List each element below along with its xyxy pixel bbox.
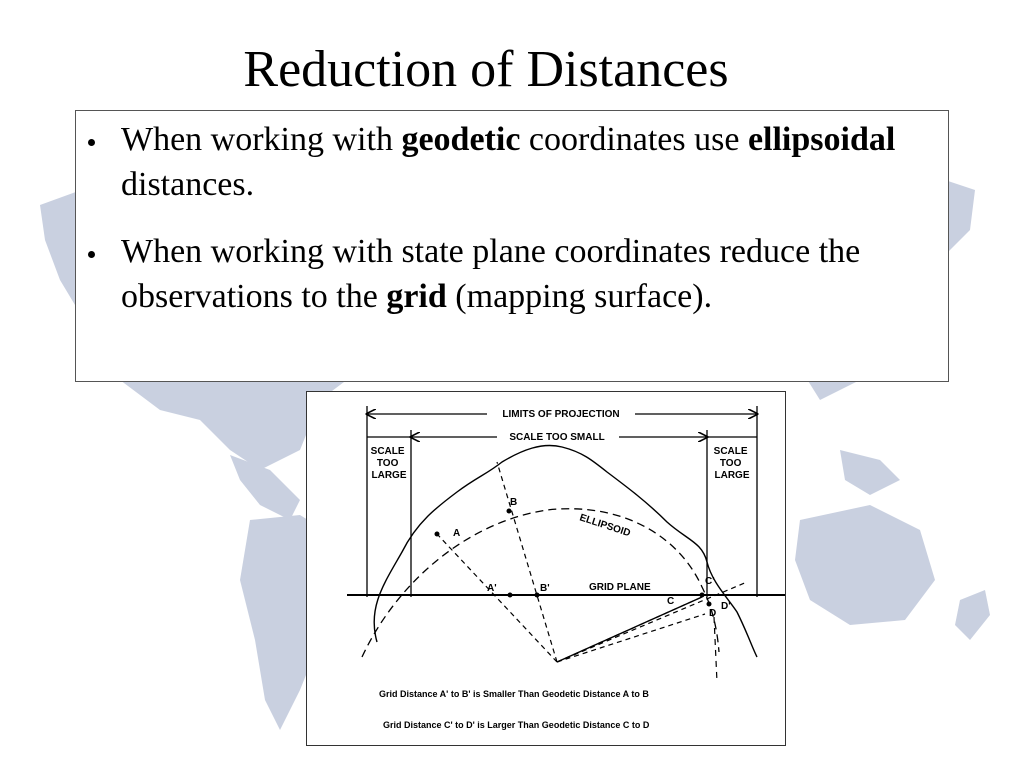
projection-lines [437,462,747,662]
point-a-label: A [453,528,461,539]
point-b-label: B [510,497,518,508]
bullet-item [88,117,928,207]
bullet-item [88,229,928,319]
earth-surface-curve [374,445,757,657]
point-d-prime-label: D' [721,601,731,612]
point-c-prime-label: C' [705,576,715,587]
new-zealand-shape [955,590,990,640]
caption-1: Grid Distance A' to B' is Smaller Than Geodetic Distance A to B [379,689,649,699]
bullet-dot-icon [88,139,95,146]
bullet-dot-icon [88,251,95,258]
point-d-label: D [709,608,717,619]
point-b-prime-label: B' [540,583,550,594]
bullet-box [75,110,949,382]
scale-too-small-dimension [367,430,757,597]
grid-plane-label: GRID PLANE [589,582,651,593]
projection-diagram [306,391,786,746]
bullet-text: When working with state plane coordinates reduce the observations to the grid (mapping surface). [121,233,861,315]
scale-too-small-label: SCALE TOO SMALL [509,432,605,443]
scale-too-large-right-label: SCALE TOO LARGE [713,446,750,481]
point-a-prime-label: A' [487,583,497,594]
limits-of-projection-label: LIMITS OF PROJECTION [502,409,620,420]
slide-title: Reduction of Distances [243,41,729,98]
southeast-asia-shape [840,450,900,495]
point-c-label: C [667,596,675,607]
caption-2: Grid Distance C' to D' is Larger Than Geodetic Distance C to D [383,720,650,730]
bullet-text: When working with geodetic coordinates use ellipsoidal distances. [121,121,896,203]
center-solid-line [557,597,702,662]
scale-too-large-left-label: SCALE TOO LARGE [370,446,407,481]
projection-diagram-svg [307,392,787,747]
australia-shape [795,505,935,625]
diagram-points [435,509,712,607]
ellipsoid-label: ELLIPSOID [578,512,632,540]
